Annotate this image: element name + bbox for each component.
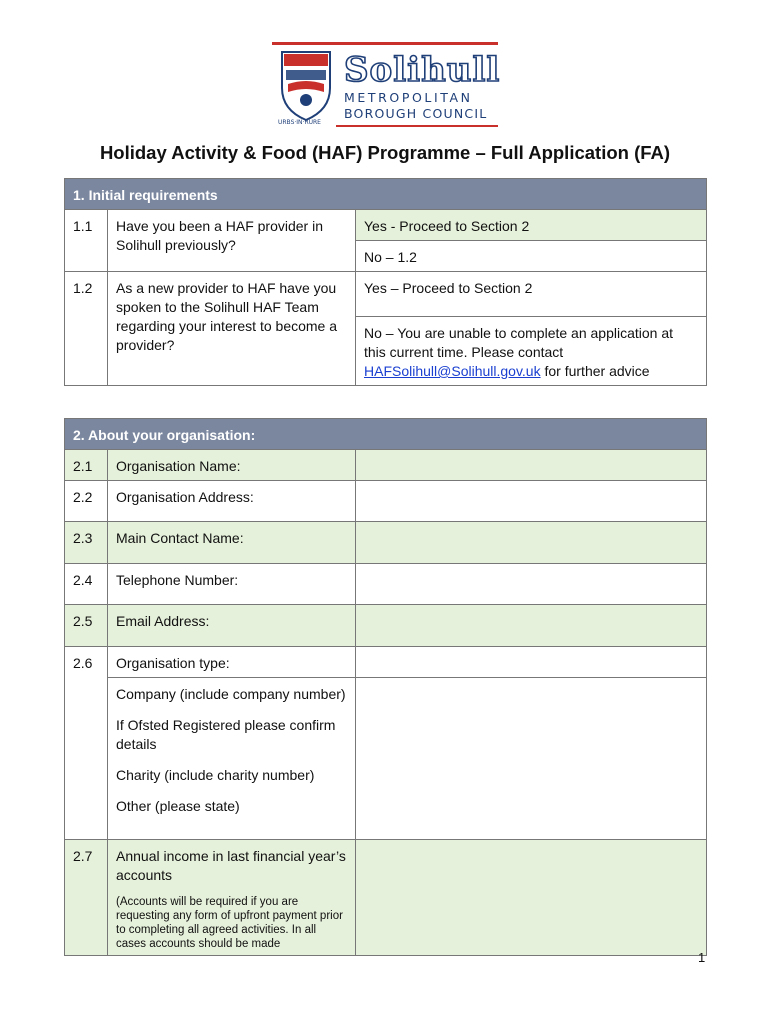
row-number: 1.1: [65, 210, 108, 272]
field-label-organisation-address: Organisation Address:: [108, 481, 356, 522]
logo-wordmark: Solihull: [344, 50, 501, 90]
field-label-email: Email Address:: [108, 605, 356, 647]
row-number: 2.4: [65, 564, 108, 605]
row-number: 2.3: [65, 522, 108, 564]
option-1-2-yes[interactable]: Yes – Proceed to Section 2: [356, 272, 707, 317]
row-number: 2.5: [65, 605, 108, 647]
telephone-input[interactable]: [356, 564, 707, 605]
field-label-telephone: Telephone Number:: [108, 564, 356, 605]
option-1-1-yes[interactable]: Yes - Proceed to Section 2: [356, 210, 707, 241]
crest-icon: [274, 48, 338, 126]
organisation-address-input[interactable]: [356, 481, 707, 522]
section-1-table: [64, 178, 707, 386]
row-number: 2.7: [65, 840, 108, 956]
section-1-header: 1. Initial requirements: [65, 179, 707, 210]
org-type-ofsted: If Ofsted Registered please confirm details: [116, 717, 336, 752]
organisation-type-options: [108, 678, 356, 840]
row-number: 1.2: [65, 272, 108, 386]
field-label-main-contact: Main Contact Name:: [108, 522, 356, 564]
council-logo: [272, 42, 501, 128]
org-type-company: Company (include company number): [116, 686, 346, 702]
option-1-2-no-text: No – You are unable to complete an application at this current time. Please contact: [364, 325, 674, 360]
option-1-1-no[interactable]: No – 1.2: [356, 241, 707, 272]
organisation-type-details-input[interactable]: [356, 678, 707, 840]
crest-motto: URBS·IN·RURE: [278, 119, 321, 126]
section-2-header: 2. About your organisation:: [65, 419, 707, 450]
row-number: 2.2: [65, 481, 108, 522]
page-title: Holiday Activity & Food (HAF) Programme – Full Application (FA): [99, 142, 671, 163]
field-label-annual-income: [108, 840, 356, 956]
question-1-1: Have you been a HAF provider in Solihull previously?: [108, 210, 356, 272]
option-1-2-no-tail: for further advice: [540, 363, 650, 379]
annual-income-label: Annual income in last financial year’s accounts: [116, 848, 346, 883]
logo-subtitle-line1: METROPOLITAN: [344, 90, 473, 105]
row-number: 2.1: [65, 450, 108, 481]
email-link[interactable]: HAFSolihull@Solihull.gov.uk: [364, 363, 541, 379]
logo-bottom-rule: [336, 125, 498, 127]
row-number: 2.6: [65, 647, 108, 840]
field-label-organisation-name: Organisation Name:: [108, 450, 356, 481]
main-contact-input[interactable]: [356, 522, 707, 564]
org-type-charity: Charity (include charity number): [116, 767, 315, 783]
organisation-name-input[interactable]: [356, 450, 707, 481]
page-number: 1: [698, 950, 706, 965]
org-type-other: Other (please state): [116, 798, 240, 814]
organisation-type-input[interactable]: [356, 647, 707, 678]
field-label-organisation-type: Organisation type:: [108, 647, 356, 678]
annual-income-note: (Accounts will be required if you are requesting any form of upfront payment prior to completing all agreed activities. In all cases accounts should be made: [116, 896, 343, 950]
email-input[interactable]: [356, 605, 707, 647]
annual-income-input[interactable]: [356, 840, 707, 956]
logo-subtitle-line2: BOROUGH COUNCIL: [344, 106, 488, 121]
section-2-table: [64, 418, 707, 956]
option-1-2-no[interactable]: [356, 317, 707, 386]
logo-top-rule: [272, 42, 498, 45]
question-1-2: As a new provider to HAF have you spoken to the Solihull HAF Team regarding your interest to become a provider?: [108, 272, 356, 386]
